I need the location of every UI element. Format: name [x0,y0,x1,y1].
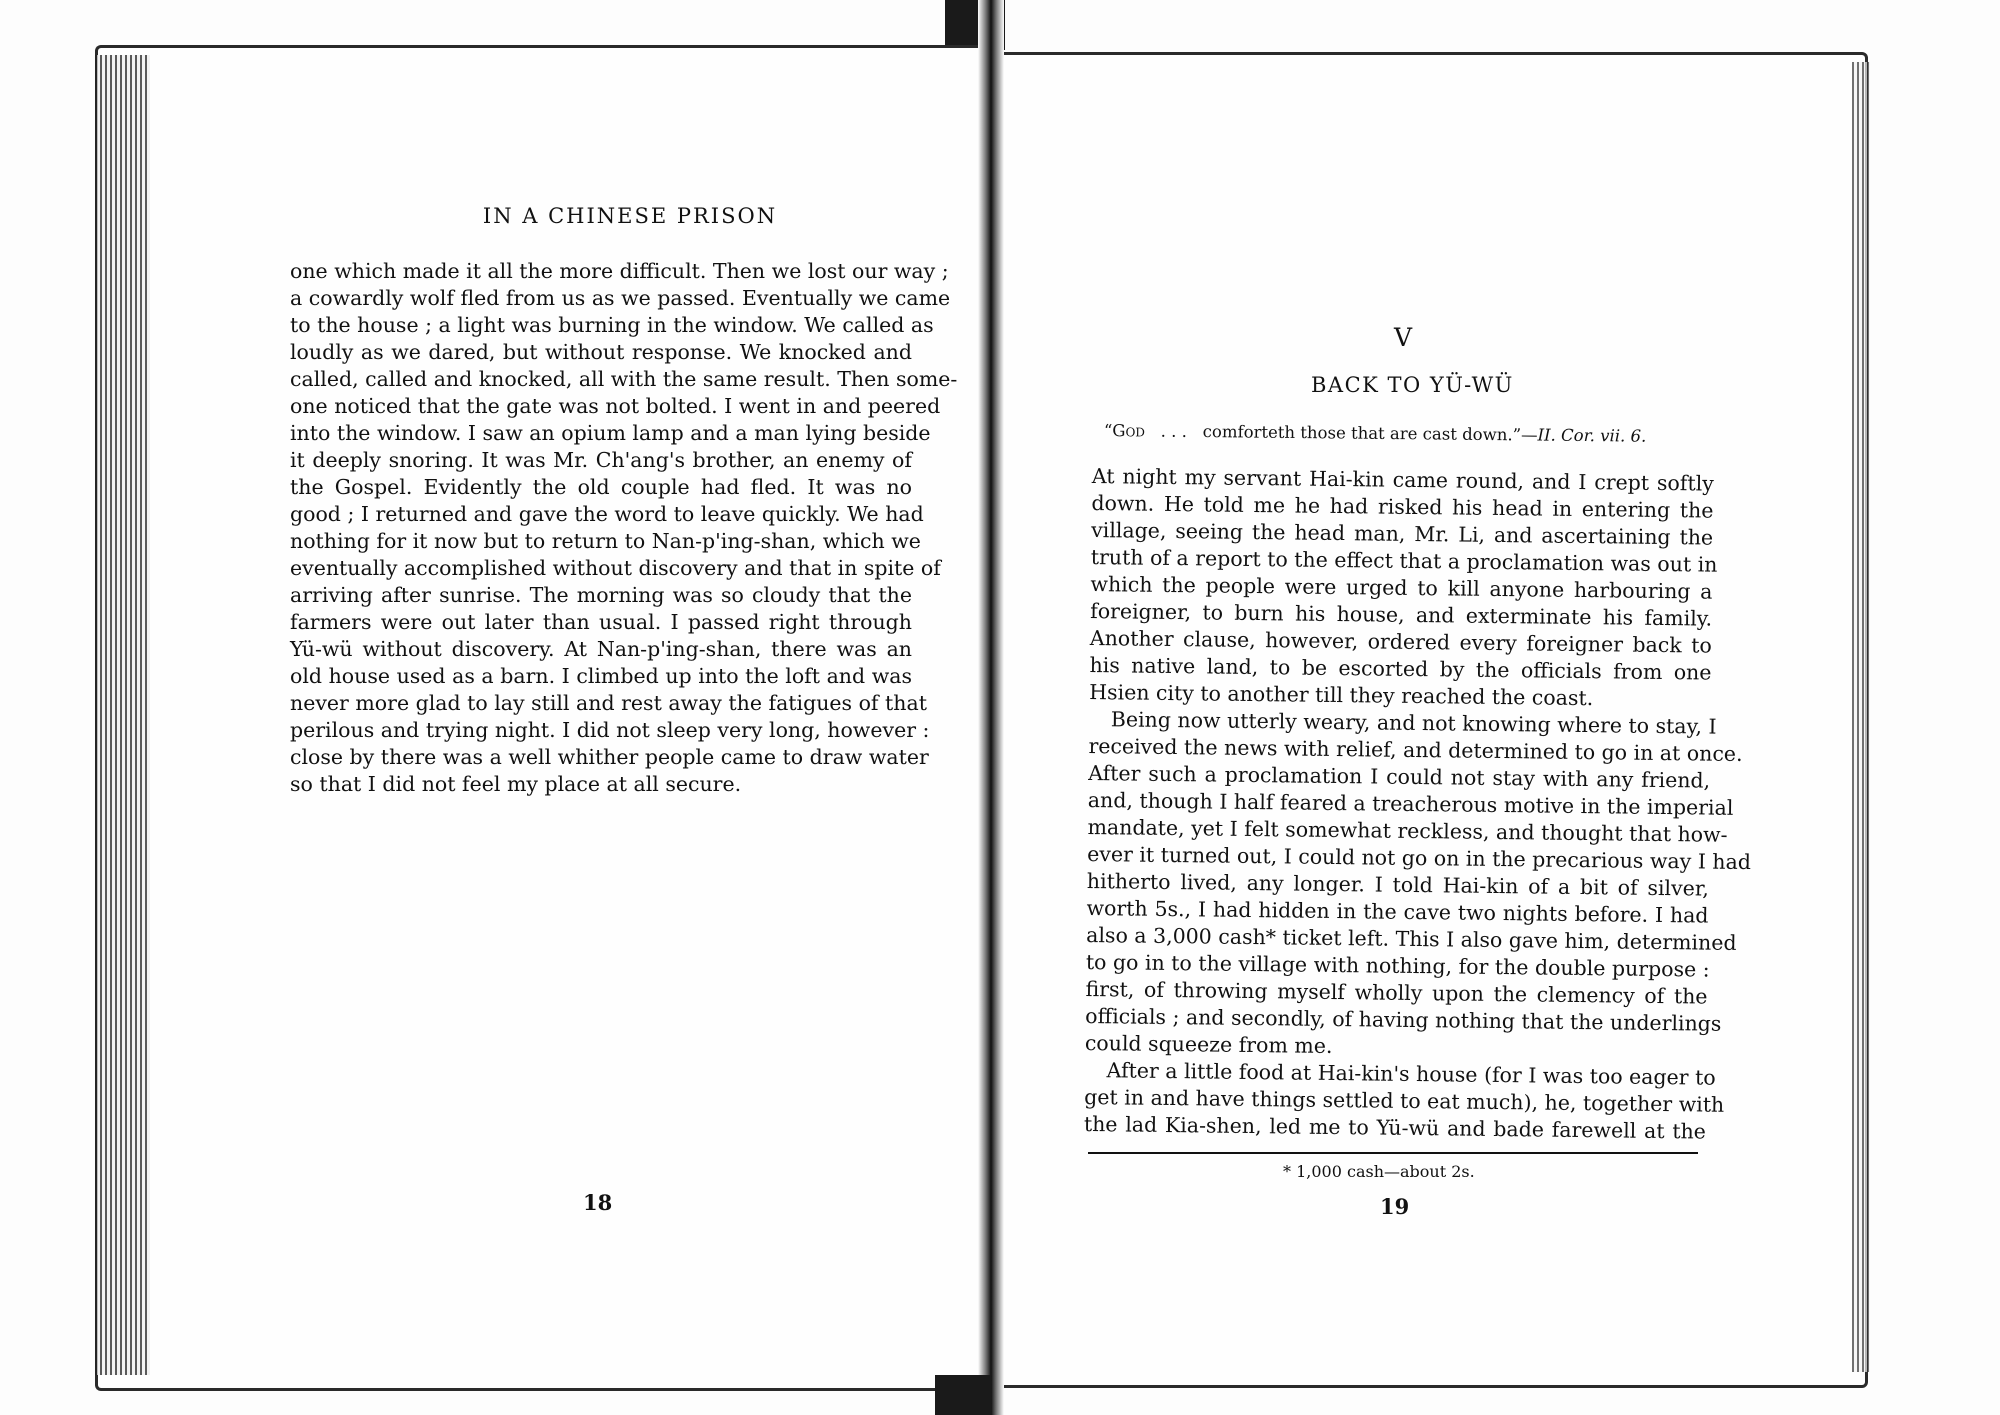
text-line: received the news with relief, and determined to go in at once. [1088,733,1743,766]
text-line: also a 3,000 cash* ticket left. This I also gave him, determined [1086,922,1737,955]
text-line: Hsien city to another till they reached the coast. [1089,679,1594,711]
text-line: which the people were urged to kill anyone harbouring a [1090,571,1713,604]
epigraph-text: comforteth those that are cast down.”— [1202,422,1538,445]
text-line: worth 5s., I had hidden in the cave two nights before. I had [1086,895,1709,928]
page-number-left: 18 [583,1190,613,1215]
text-line: one noticed that the gate was not bolted. I went in and peered [290,394,941,418]
running-head: IN A CHINESE PRISON [482,204,778,228]
text-line: Being now utterly weary, and not knowing where to stay, I [1110,707,1717,739]
text-line: so that I did not feel my place at all secure. [290,772,742,796]
text-line: never more glad to lay still and rest away the fatigues of that [290,691,927,715]
text-line: down. He told me he had risked his head in entering the [1091,490,1714,523]
right-body-text [1083,463,1752,1146]
text-line: At night my servant Hai-kin came round, and I crept softly [1091,463,1714,496]
text-line: a cowardly wolf fled from us as we passed. Eventually we came [290,286,951,310]
text-line: into the window. I saw an opium lamp and a man lying beside [290,421,931,445]
text-line: After such a proclamation I could not stay with any friend, [1088,760,1711,793]
text-line: After a little food at Hai-kin's house (for I was too eager to [1106,1058,1716,1090]
left-body-text [290,258,958,798]
text-line: loudly as we dared, but without response. We knocked and [290,340,912,364]
text-line: close by there was a well whither people came to draw water [290,745,929,769]
footnote-rule [1088,1152,1698,1154]
text-line: mandate, yet I felt somewhat reckless, and thought that how- [1087,814,1728,847]
binding-bottom [935,1375,990,1415]
text-line: Another clause, however, ordered every foreigner back to [1089,625,1712,658]
text-line: it deeply snoring. It was Mr. Ch'ang's brother, an enemy of [290,448,912,472]
text-line: first, of throwing myself wholly upon the clemency of the [1085,976,1708,1009]
chapter-title: BACK TO YÜ-WÜ [1311,373,1514,397]
text-line: get in and have things settled to eat much), he, together with [1084,1084,1725,1117]
text-line: to go in to the village with nothing, for the double purpose : [1085,949,1710,982]
page-number-right: 19 [1380,1194,1410,1219]
text-line: foreigner, to burn his house, and exterminate his family. [1090,598,1713,631]
text-line: could squeeze from me. [1084,1030,1333,1058]
text-line: and, though I half feared a treacherous motive in the imperial [1087,787,1734,820]
text-line: the lad Kia-shen, led me to Yü-wü and bade farewell at the [1083,1111,1707,1144]
text-line: perilous and trying night. I did not sleep very long, however : [290,718,930,742]
text-line: Yü-wü without discovery. At Nan-p'ing-shan, there was an [290,637,912,661]
text-line: truth of a report to the effect that a proclamation was out in [1090,544,1718,577]
text-line: village, seeing the head man, Mr. Li, and ascertaining the [1091,517,1714,550]
text-line: called, called and knocked, all with the same result. Then some- [290,367,958,391]
right-page-edges [1852,62,1870,1372]
text-line: nothing for it now but to return to Nan-p'ing-shan, which we [290,529,921,553]
text-line: ever it turned out, I could not go on in the precarious way I had [1087,841,1752,875]
text-line: the Gospel. Evidently the old couple had fled. It was no [290,475,912,499]
text-line: hitherto lived, any longer. I told Hai-kin of a bit of silver, [1086,868,1709,901]
footnote: * 1,000 cash—about 2s. [1283,1162,1475,1181]
text-line: farmers were out later than usual. I passed right through [290,610,912,634]
text-line: good ; I returned and gave the word to leave quickly. We had [290,502,924,526]
epigraph-citation: II. Cor. vii. 6. [1537,425,1647,446]
left-page-edges [95,55,150,1375]
epigraph-quote-open: “God [1103,421,1146,441]
chapter-number: V [1394,323,1413,352]
text-line: his native land, to be escorted by the officials from one [1089,652,1712,685]
text-line: arriving after sunrise. The morning was so cloudy that the [290,583,912,607]
text-line: eventually accomplished without discovery and that in spite of [290,556,941,580]
text-line: officials ; and secondly, of having nothing that the underlings [1085,1003,1722,1036]
text-line: to the house ; a light was burning in the window. We called as [290,313,934,337]
text-line: one which made it all the more difficult. Then we lost our way ; [290,259,949,283]
book-gutter [978,0,1004,1415]
epigraph-ellipsis: . . . [1160,421,1188,441]
text-line: old house used as a barn. I climbed up into the loft and was [290,664,912,688]
